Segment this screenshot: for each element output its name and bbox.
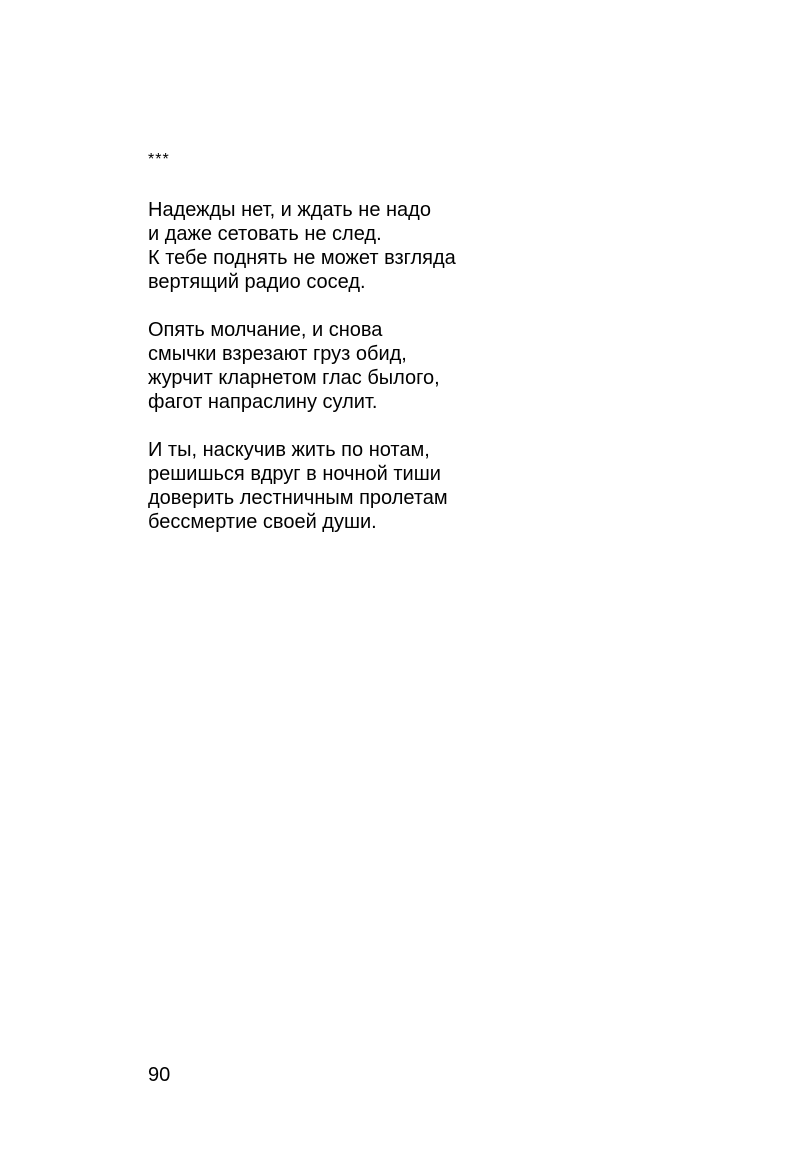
poem-line: К тебе поднять не может взгляда bbox=[148, 247, 456, 269]
poem-line: журчит кларнетом глас былого, bbox=[148, 367, 440, 389]
stanza-2 bbox=[148, 318, 768, 414]
poem-line: Надежды нет, и ждать не надо bbox=[148, 199, 431, 221]
section-separator: *** bbox=[148, 151, 170, 168]
poem-line: фагот напраслину сулит. bbox=[148, 391, 378, 413]
poem-line: бессмертие своей души. bbox=[148, 511, 377, 533]
poem-line: Опять молчание, и снова bbox=[148, 319, 383, 341]
page-number: 90 bbox=[148, 1064, 171, 1086]
poem-line: вертящий радио сосед. bbox=[148, 271, 366, 293]
poem-line: решишься вдруг в ночной тиши bbox=[148, 463, 441, 485]
poem-line: и даже сетовать не след. bbox=[148, 223, 382, 245]
poem-line: И ты, наскучив жить по нотам, bbox=[148, 439, 430, 461]
poem-line: доверить лестничным пролетам bbox=[148, 487, 448, 509]
poem-line: смычки взрезают груз обид, bbox=[148, 343, 407, 365]
stanza-1 bbox=[148, 198, 768, 294]
stanza-3 bbox=[148, 438, 768, 534]
poem bbox=[148, 198, 768, 558]
